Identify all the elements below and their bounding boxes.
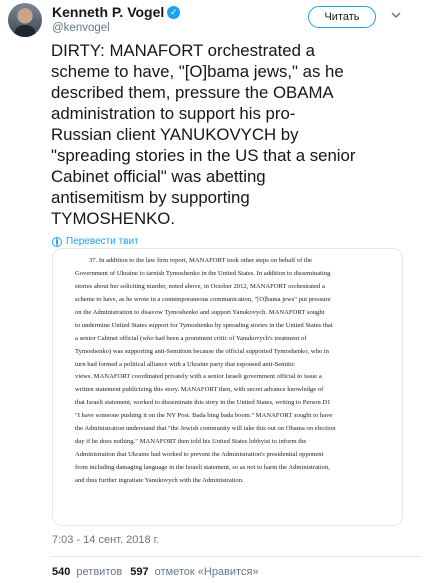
document-text (75, 255, 381, 488)
attached-document-image[interactable] (52, 248, 403, 526)
document-line: Government of Ukraine to tarnish Tymoshenko in the United States. In addition to disseminating (75, 269, 331, 277)
chevron-down-icon-svg (390, 9, 402, 21)
document-line: "I have someone pushing it on the NY Post. Bada bing bada boom." MANAFORT sought to have (75, 412, 333, 420)
tweet-text: DIRTY: MANAFORT orchestrated a scheme to have, "[O]bama jews," as he described them, pressure the OBAMA administration to support his pro- Russian client YANUKOVYCH by "spreading stories in the US that a senior Cabinet official" was abetting antisemitism by supporting TYMOSHENKO. (51, 41, 356, 228)
avatar[interactable] (8, 3, 42, 37)
tweet-stats (52, 566, 267, 578)
retweets-label: ретвитов (76, 566, 123, 578)
document-line: 37. In addition to the law firm report, MANAFORT took other steps on behalf of the (89, 257, 313, 264)
document-line: day if he does nothing." MANAFORT then told his United States lobbyist to inform the (75, 438, 307, 446)
likes-stat[interactable] (130, 566, 258, 578)
divider (52, 556, 422, 557)
verified-badge-icon: ✓ (167, 6, 180, 19)
likes-count: 597 (130, 566, 149, 578)
retweets-count: 540 (52, 566, 71, 578)
likes-label: отметок «Нравится» (154, 566, 259, 578)
document-line: stories about her soliciting murder, noted above, in October 2012, MANAFORT orchestrated a (75, 282, 325, 290)
tweet-header (0, 0, 427, 40)
author-name-row (52, 4, 180, 20)
retweets-stat[interactable] (52, 566, 122, 578)
document-line: to undermine United States support for Tymoshenko by spreading stories in the United States that (75, 321, 333, 329)
chevron-down-icon[interactable] (389, 9, 403, 23)
translate-tweet-link[interactable] (52, 236, 139, 247)
document-line: scheme to have, as he wrote in a contemporaneous communication, "[O]bama jews" put pressure (75, 295, 331, 303)
document-line: Tymoshenko) was supporting anti-Semitism because the official supported Tymoshenko, who in (75, 347, 329, 355)
document-line: that Israeli statement, worked to disseminate this story in the United States, writing to Person D1 (75, 399, 331, 407)
document-line: on the Administration to disavow Tymoshenko and support Yanukovych. MANAFORT sought (75, 308, 325, 316)
document-line: written statement publicizing this story. MANAFORT then, with secret advance knowledge of (75, 386, 324, 394)
tweet-timestamp[interactable]: 7:03 - 14 сент. 2018 г. (52, 534, 160, 546)
document-line: a senior Cabinet official (who had been a prominent critic of Yanukovych's treatment of (75, 334, 307, 342)
document-line: from including damaging language in the Israeli statement, so as not to harm the Administration, (75, 464, 330, 471)
document-line: and thus further ingratiate Yanukovych with the Administration. (75, 476, 244, 484)
author-handle[interactable]: @kenvogel (52, 22, 110, 34)
globe-icon (52, 237, 62, 247)
translate-tweet-label: Перевести твит (66, 236, 139, 247)
document-line: the Administration understand that "the Jewish community will take this out on Obama on election (75, 425, 336, 433)
document-line: views. MANAFORT coordinated privately with a senior Israeli government official to issue a (75, 373, 322, 381)
follow-button[interactable]: Читать (308, 6, 376, 28)
document-line: turn had formed a political alliance with a Ukraine party that espoused anti-Semitic (75, 360, 295, 368)
author-name[interactable]: Kenneth P. Vogel (52, 4, 165, 20)
document-line: Administration that Ukraine had worked to prevent the Administration's presidential opponent (75, 451, 324, 459)
